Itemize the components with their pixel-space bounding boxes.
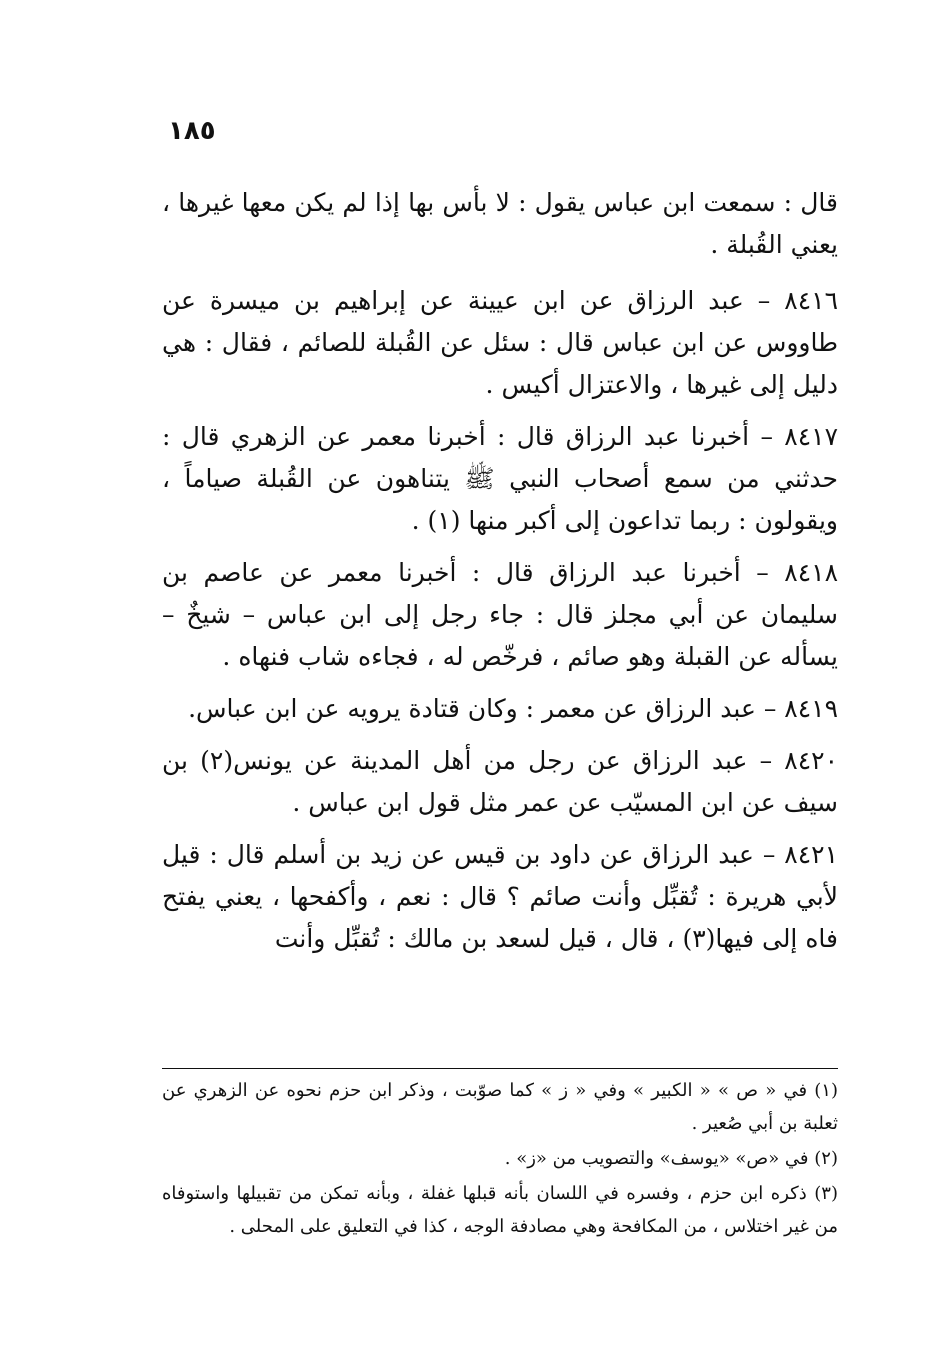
footnote-2: (٢) في «ص» «يوسف» والتصويب من «ز» . xyxy=(504,1148,838,1169)
footnote-1: (١) في « ص » « الكبير » وفي « ز » كما صوّبت ، وذكر ابن حزم نحوه عن الزهري عن ثعلبة بن أبي صُعير . xyxy=(162,1080,838,1134)
page-number: ١٨٥ xyxy=(168,116,216,146)
hadith-8420: ٨٤٢٠ – عبد الرزاق عن رجل من أهل المدينة عن يونس(٢) بن سيف عن ابن المسيّب عن عمر مثل قول ابن عباس . xyxy=(162,746,838,817)
paragraph-continuation: قال : سمعت ابن عباس يقول : لا بأس بها إذا لم يكن معها غيرها ، يعني القُبلة . xyxy=(162,188,838,259)
hadith-8418: ٨٤١٨ – أخبرنا عبد الرزاق قال : أخبرنا معمر عن عاصم بن سليمان عن أبي مجلز قال : جاء رجل إلى ابن عباس – شيخٌ – يسأله عن القبلة وهو صائم ، فرخّص له ، فجاءه شاب فنهاه . xyxy=(162,558,838,671)
hadith-8419: ٨٤١٩ – عبد الرزاق عن معمر : وكان قتادة يرويه عن ابن عباس. xyxy=(188,694,838,723)
footnotes xyxy=(162,1074,838,1245)
footnote-3: (٣) ذكره ابن حزم ، وفسره في اللسان بأنه قبلها غفلة ، وبأنه تمكن من تقبيلها واستوفاه من غير اختلاس ، من المكافحة وهي مصادفة الوجه ، كذا في التعليق على المحلى . xyxy=(162,1183,838,1237)
main-text xyxy=(162,182,838,970)
hadith-8417: ٨٤١٧ – أخبرنا عبد الرزاق قال : أخبرنا معمر عن الزهري قال : حدثني من سمع أصحاب النبي ﷺ يتناهون عن القُبلة صياماً ، ويقولون : ربما تداعون إلى أكبر منها (١) . xyxy=(162,422,838,535)
hadith-8416: ٨٤١٦ – عبد الرزاق عن ابن عيينة عن إبراهيم بن ميسرة عن طاووس عن ابن عباس قال : سئل عن القُبلة للصائم ، فقال : هي دليل إلى غيرها ، والاعتزال أكيس . xyxy=(162,286,838,399)
hadith-8421: ٨٤٢١ – عبد الرزاق عن داود بن قيس عن زيد بن أسلم قال : قيل لأبي هريرة : تُقبِّل وأنت صائم ؟ قال : نعم ، وأكفحها ، يعني يفتح فاه إلى فيها(٣) ، قال ، قيل لسعد بن مالك : تُقبِّل وأنت xyxy=(162,840,838,953)
footnote-divider xyxy=(162,1068,838,1069)
